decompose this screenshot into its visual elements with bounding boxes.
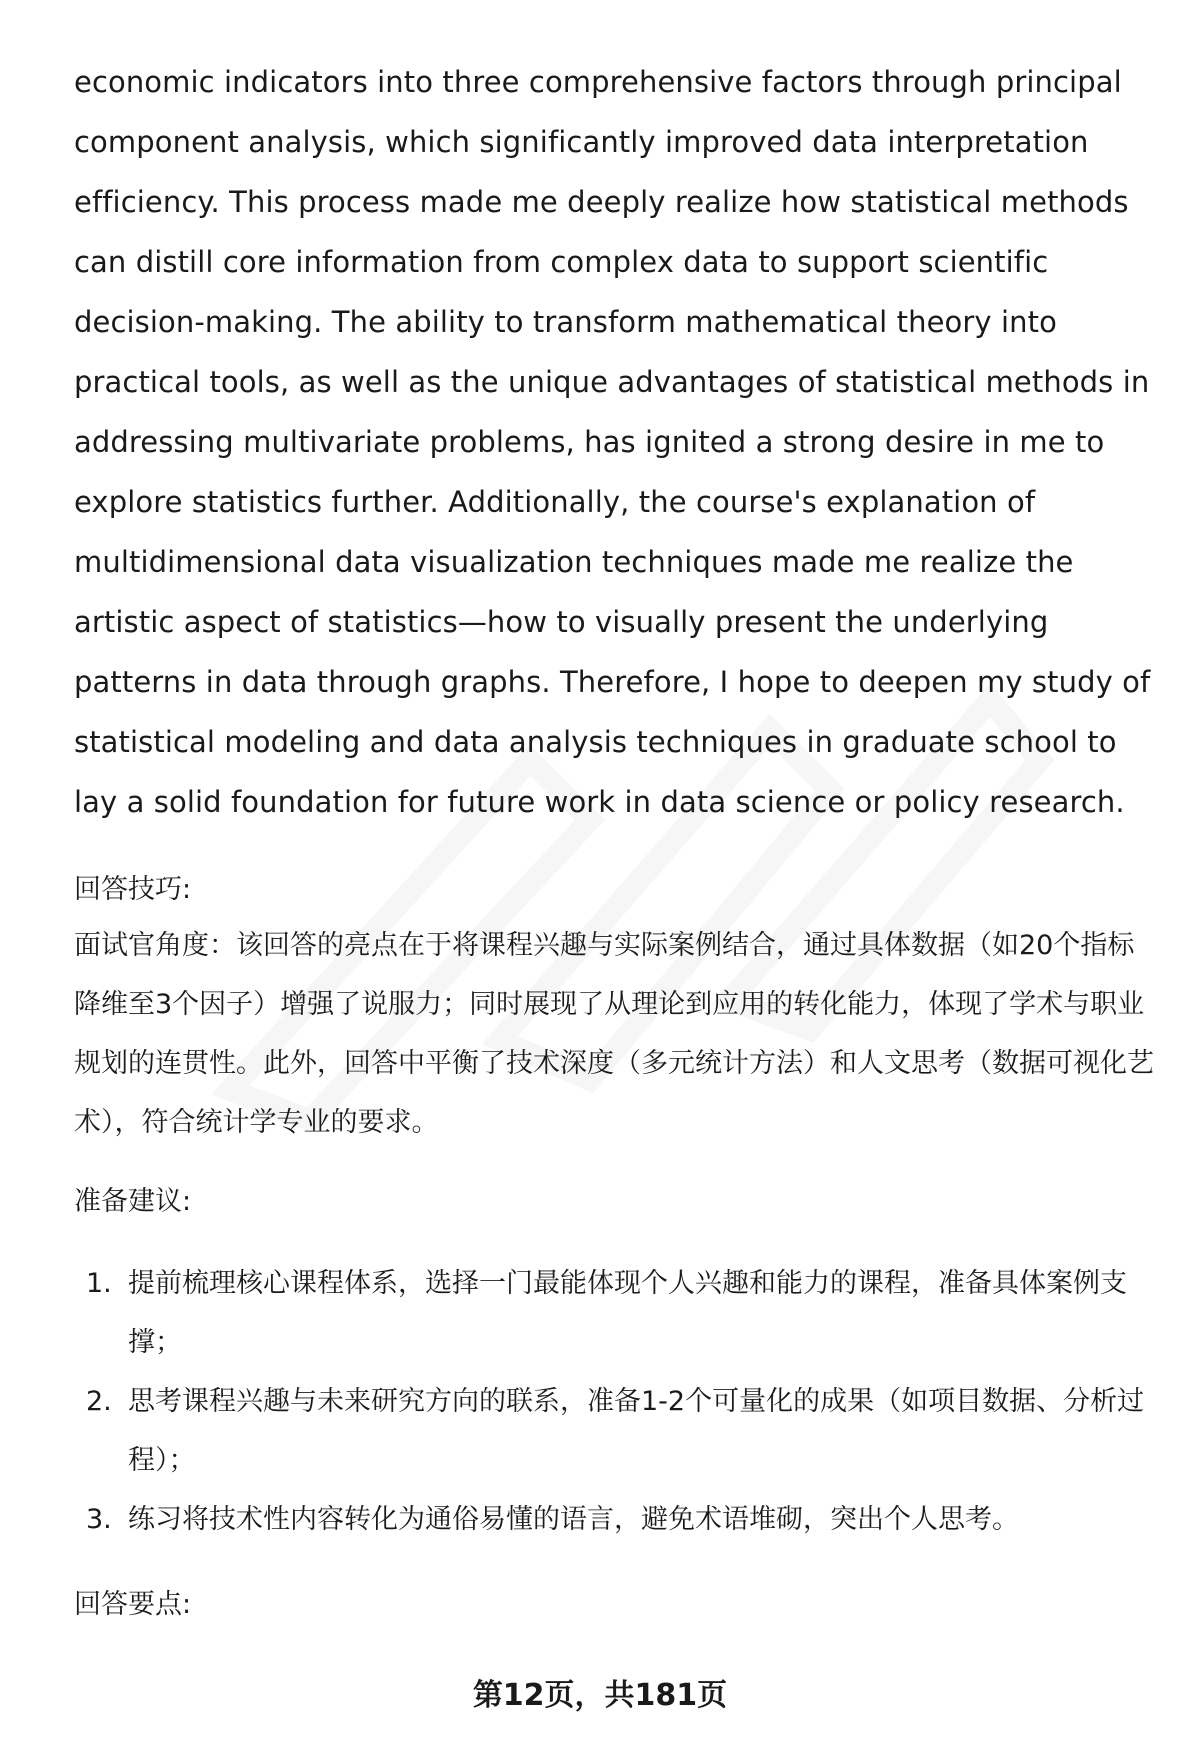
- preparation-list: [74, 1254, 1154, 1549]
- list-item: [74, 1372, 1154, 1490]
- list-item-number: 2.: [86, 1386, 112, 1417]
- tips-heading: 回答技巧:: [74, 874, 192, 905]
- page-content: [74, 52, 1154, 1625]
- list-item-number: 3.: [86, 1504, 112, 1535]
- english-answer-paragraph: economic indicators into three comprehensive factors through principal component analysis, which significantly improved data interpretation efficiency. This process made me deeply realize how statistical methods can distill core information from complex data to support scientific decision-making. The ability to transform mathematical theory into practical tools, as well as the unique advantages of statistical methods in addressing multivariate problems, has ignited a strong desire in me to explore statistics further. Additionally, the course's explanation of multidimensional data visualization techniques made me realize the artistic aspect of statistics—how to visually present the underlying patterns in data through graphs. Therefore, I hope to deepen my study of statistical modeling and data analysis techniques in graduate school to lay a solid foundation for future work in data science or policy research.: [74, 65, 1151, 819]
- list-item-number: 1.: [86, 1268, 112, 1299]
- tips-body: 面试官角度：该回答的亮点在于将课程兴趣与实际案例结合，通过具体数据（如20个指标降维至3个因子）增强了说服力；同时展现了从理论到应用的转化能力，体现了学术与职业规划的连贯性。此外，回答中平衡了技术深度（多元统计方法）和人文思考（数据可视化艺术），符合统计学专业的要求。: [74, 930, 1154, 1138]
- list-item: [74, 1254, 1154, 1372]
- list-item-text: 思考课程兴趣与未来研究方向的联系，准备1-2个可量化的成果（如项目数据、分析过程）；: [128, 1386, 1145, 1476]
- page-number: 第12页，共181页: [472, 1678, 728, 1713]
- preparation-heading: 准备建议:: [74, 1186, 192, 1217]
- key-points-heading: 回答要点:: [74, 1589, 192, 1620]
- list-item: [74, 1490, 1154, 1549]
- list-item-text: 提前梳理核心课程体系，选择一门最能体现个人兴趣和能力的课程，准备具体案例支撑；: [128, 1268, 1127, 1358]
- list-item-text: 练习将技术性内容转化为通俗易懂的语言，避免术语堆砌，突出个人思考。: [128, 1504, 1019, 1535]
